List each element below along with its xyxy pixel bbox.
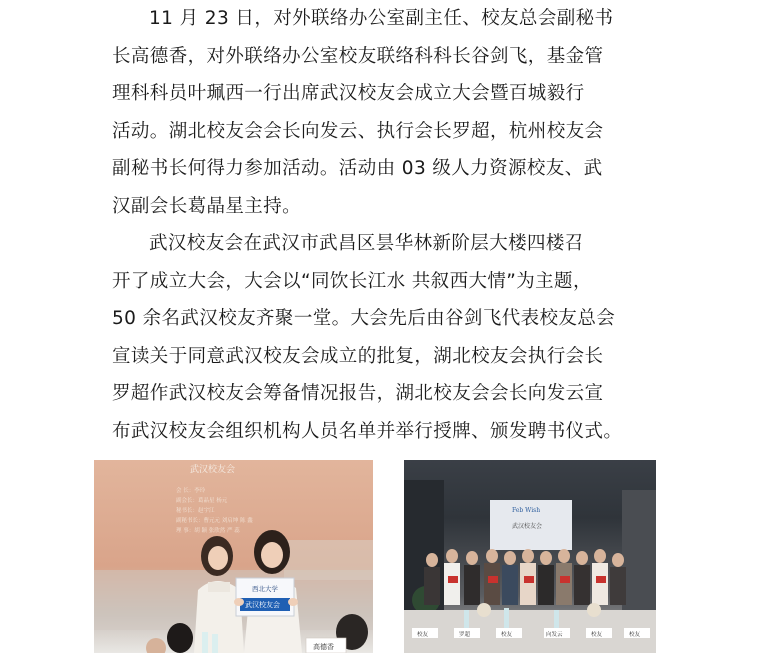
screen-line: 理 事：胡 颖 张欣然 严 蕊 [176,528,240,534]
name-card-text: 校友 [629,632,641,638]
plaque-bottom-text: 武汉校友会 [245,601,280,609]
paragraph-2 [112,225,672,450]
plaque-ceremony-photo [94,460,373,653]
name-card-text: 校友 [501,632,513,638]
screen-title: 武汉校友会 [190,465,236,475]
article-body [112,0,672,450]
group-photo [404,460,656,653]
screen-title: Feb Wish [512,507,541,514]
paragraph-line: 长高德香，对外联络办公室校友联络科科长谷剑飞，基金管 [112,45,604,67]
paragraph-line: 罗超作武汉校友会筹备情况报告，湖北校友会会长向发云宣 [112,383,604,404]
plaque-top-text: 西北大学 [252,585,278,593]
name-card-text: 向发云 [546,632,563,638]
group-photo-illustration [404,460,656,653]
paragraph-line: 副秘书长何得力参加活动。活动由 03 级人力资源校友、武 [112,158,603,179]
screen-line: 会 长：李玲 [176,488,206,494]
name-card-text: 罗超 [459,632,471,638]
paragraph-line: 11 月 23 日，对外联络办公室副主任、校友总会副秘书 [149,8,614,29]
paragraph-line: 活动。湖北校友会会长向发云、执行会长罗超，杭州校友会 [112,120,604,142]
screen-heading: 武汉校友会 [512,523,543,530]
name-card-text: 校友 [591,632,603,638]
paragraph-line: 50 余名武汉校友齐聚一堂。大会先后由谷剑飞代表校友总会 [112,308,616,329]
paragraph-line: 宣读关于同意武汉校友会成立的批复，湖北校友会执行会长 [112,345,604,367]
paragraph-line: 理科科员叶珮西一行出席武汉校友会成立大会暨百城毅行 [112,83,585,104]
screen-line: 秘书长：赵宇江 [176,508,215,514]
paragraph-line: 布武汉校友会组织机构人员名单并举行授牌、颁发聘书仪式。 [112,420,623,442]
name-card-text: 校友 [417,632,429,638]
paragraph-line: 武汉校友会在武汉市武昌区昙华林新阶层大楼四楼召 [149,233,584,254]
name-card-text: 高德香 [313,643,334,651]
paragraph-1 [112,0,672,225]
paragraph-line: 汉副会长葛晶星主持。 [112,195,302,217]
people-group [424,549,626,605]
screen-line: 副秘书长：曹元元 刘启坤 陈 鑫 [176,518,253,524]
plaque-ceremony-illustration [94,460,373,653]
paragraph-line: 开了成立大会，大会以“同饮长江水 共叙西大情”为主题， [112,270,592,292]
screen-line: 副会长：葛晶星 杨元 [176,498,228,504]
